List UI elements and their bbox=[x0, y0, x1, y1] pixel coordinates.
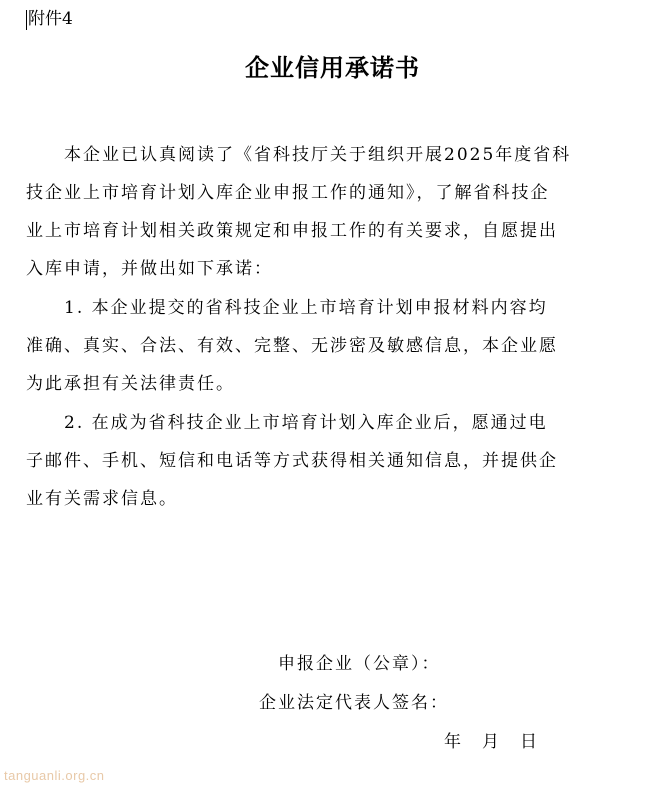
paragraph-line: 技企业上市培育计划入库企业申报工作的通知》，了解省科技企 bbox=[26, 183, 550, 203]
representative-signature-label: 企业法定代表人签名： bbox=[259, 693, 449, 713]
paragraph-line: 准确、真实、合法、有效、完整、无涉密及敏感信息，本企业愿 bbox=[26, 336, 558, 356]
paragraph-line: 本企业已认真阅读了《省科技厅关于组织开展2025年度省科 bbox=[64, 145, 572, 165]
paragraph-line: 2. 在成为省科技企业上市培育计划入库企业后，愿通过电 bbox=[64, 413, 548, 433]
paragraph-line: 为此承担有关法律责任。 bbox=[26, 374, 235, 394]
date-label: 年 月 日 bbox=[444, 732, 539, 752]
paragraph-line: 子邮件、手机、短信和电话等方式获得相关通知信息，并提供企 bbox=[26, 451, 558, 471]
document-title: 企业信用承诺书 bbox=[245, 53, 420, 82]
paragraph-line: 入库申请，并做出如下承诺： bbox=[26, 259, 273, 279]
watermark: tanguanli.org.cn bbox=[4, 768, 105, 783]
attachment-label: 附件4 bbox=[28, 9, 73, 29]
paragraph-line: 业有关需求信息。 bbox=[26, 489, 178, 509]
paragraph-line: 1. 本企业提交的省科技企业上市培育计划申报材料内容均 bbox=[64, 298, 548, 318]
text-cursor bbox=[26, 10, 27, 30]
company-seal-label: 申报企业（公章）： bbox=[278, 654, 441, 674]
paragraph-line: 业上市培育计划相关政策规定和申报工作的有关要求，自愿提出 bbox=[26, 221, 558, 241]
